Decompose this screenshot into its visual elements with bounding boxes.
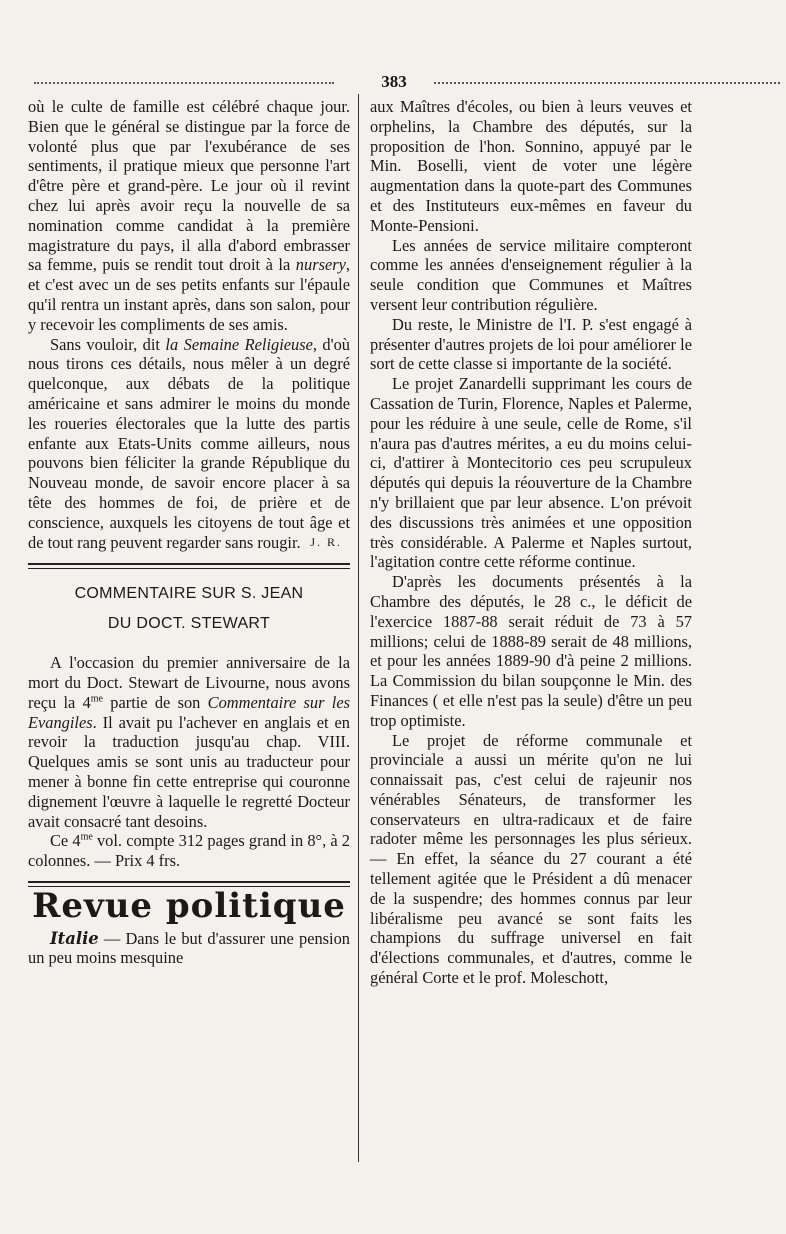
paragraph-service-militaire: Les années de service militaire compteront comme les années d'enseignement régulier à la seule condition que Communes et Maîtres versent leur contribution régulière. (370, 235, 692, 314)
page-header (34, 72, 780, 92)
section-divider-rule (28, 563, 350, 569)
paragraph-ministre-ip: Du reste, le Ministre de l'I. P. s'est engagé à présenter d'autres projets de loi pour améliorer le sort de cette classe si importante de la société. (370, 314, 692, 374)
paragraph-volume-price: Ce $4^{me}$ vol. compte 312 pages grand in 8°, à 2 colonnes. — Prix 4 frs. (28, 831, 350, 871)
right-column (370, 97, 692, 988)
nursery-italic: nursery (295, 255, 346, 275)
revue-politique-title: Revue politique (32, 885, 346, 926)
paragraph-italie: Italie — Dans le but d'assurer une pension un peu moins mesquine (28, 928, 350, 968)
semaine-religieuse-italic: la Semaine Religieuse (165, 334, 313, 354)
paragraph-stewart-commentary: A l'occasion du premier anniversaire de la mort du Doct. Stewart de Livourne, nous avons reçu la $4^{me}$ partie de son Commentaire sur les Evangiles. Il avait pu l'achever en anglais et en revoir la traduction jusqu'au chap. VIII. Quelques amis se sont unis au traducteur pour mener à bonne fin cette entreprise qui couronne dignement l'œuvre à laquelle le regretté Docteur avait consacré tant desoins. (28, 653, 350, 831)
left-column (28, 97, 350, 968)
header-dotted-rule-left (34, 82, 334, 84)
paragraph-maitres-ecoles: aux Maîtres d'écoles, ou bien à leurs veuves et orphelins, la Chambre des députés, sur la proposition de l'hon. Sonnino, appuyé par le Min. Boselli, vient de voter une légère augmentation dans la quote-part des Communes et des Instituteurs eux-mêmes en faveur du Monte-Pensioni. (370, 97, 692, 235)
header-dotted-rule-right (434, 82, 780, 84)
page-number: 383 (381, 72, 407, 91)
paragraph-deficit: D'après les documents présentés à la Chambre des députés, le 28 c., le déficit de l'exercice 1887-88 serait réduit de 73 à 57 millions; celui de 1888-89 serait de 48 millions, et pour les années 1889-90 d'à peine 2 millions. La Commission du bilan soupçonne le Min. des Finances ( et elle n'est pas la seule) d'être un peu trop optimiste. (370, 572, 692, 730)
section-heading-commentaire: COMMENTAIRE SUR S. JEAN DU DOCT. STEWART (74, 585, 304, 633)
column-divider (358, 94, 359, 1162)
author-signature: J. R. (310, 535, 342, 550)
paragraph-projet-zanardelli: Le projet Zanardelli supprimant les cours de Cassation de Turin, Florence, Naples et Palerme, pour les réduire à une seule, celle de Rome, s'il n'aura pas d'autres mérites, a eu du moins celui-ci, d'attirer à Montecitorio ces peu scrupuleux députés qui depuis la réouverture de la Chambre n'y brillaient que par leur absence. L'on prévoit des discussions très animées et une opposition très considérable. A Palerme et Naples surtout, l'agitation contre cette réforme continue. (370, 374, 692, 572)
commentaire-evangiles-italic: Commentaire sur les Evangiles (28, 692, 350, 732)
paragraph-semaine-religieuse: Sans vouloir, dit la Semaine Religieuse, d'où nous tirons ces détails, nous mêler à un degré quelconque, aux débats de la politique américaine et sans admirer le moins du monde les roueries électorales que la lutte des partis enfante aux Etats-Units comme ailleurs, nous pouvons bien féliciter la grande République du Nouveau monde, de savoir encore placer à sa tête des hommes de foi, de prière et de conscience, auxquels les citoyens de tout âge et de tout rang peuvent regarder sans rougir. (28, 334, 350, 552)
italie-runin-label: Italie (50, 928, 99, 948)
paragraph-reforme-communale: Le projet de réforme communale et provinciale a aussi un mérite qu'on ne lui connaissait pas, c'est celui de rajeunir nos vénérables Sénateurs, de transformer les conservateurs en ultra-radicaux et de faire radoter même les personnages les plus sérieux. — En effet, la séance du 27 courant a été tellement agitée que le Président a dû menacer de la suspendre; des hommes connus par leur libéralisme peu avancé se sont faits les champions du suffrage universel en fait d'élections communales, et d'autres, comme le général Corte et le prof. Moleschott, (370, 730, 692, 988)
paragraph-general-family: où le culte de famille est célébré chaque jour. Bien que le général se distingue par la force de volonté plus que par l'exubérance de ses sentiments, il pratique mieux que personne l'art d'être père et grand-père. Le jour où il revint chez lui après avoir reçu la nouvelle de sa nomination comme candidat à la première magistrature du pays, il alla d'abord embrasser sa femme, puis se rendit tout droit à la nursery, et c'est avec un de ses petits enfants sur l'épaule qu'il rentra un instant après, dans son salon, pour y recevoir les compliments de ses amis. (28, 97, 350, 334)
